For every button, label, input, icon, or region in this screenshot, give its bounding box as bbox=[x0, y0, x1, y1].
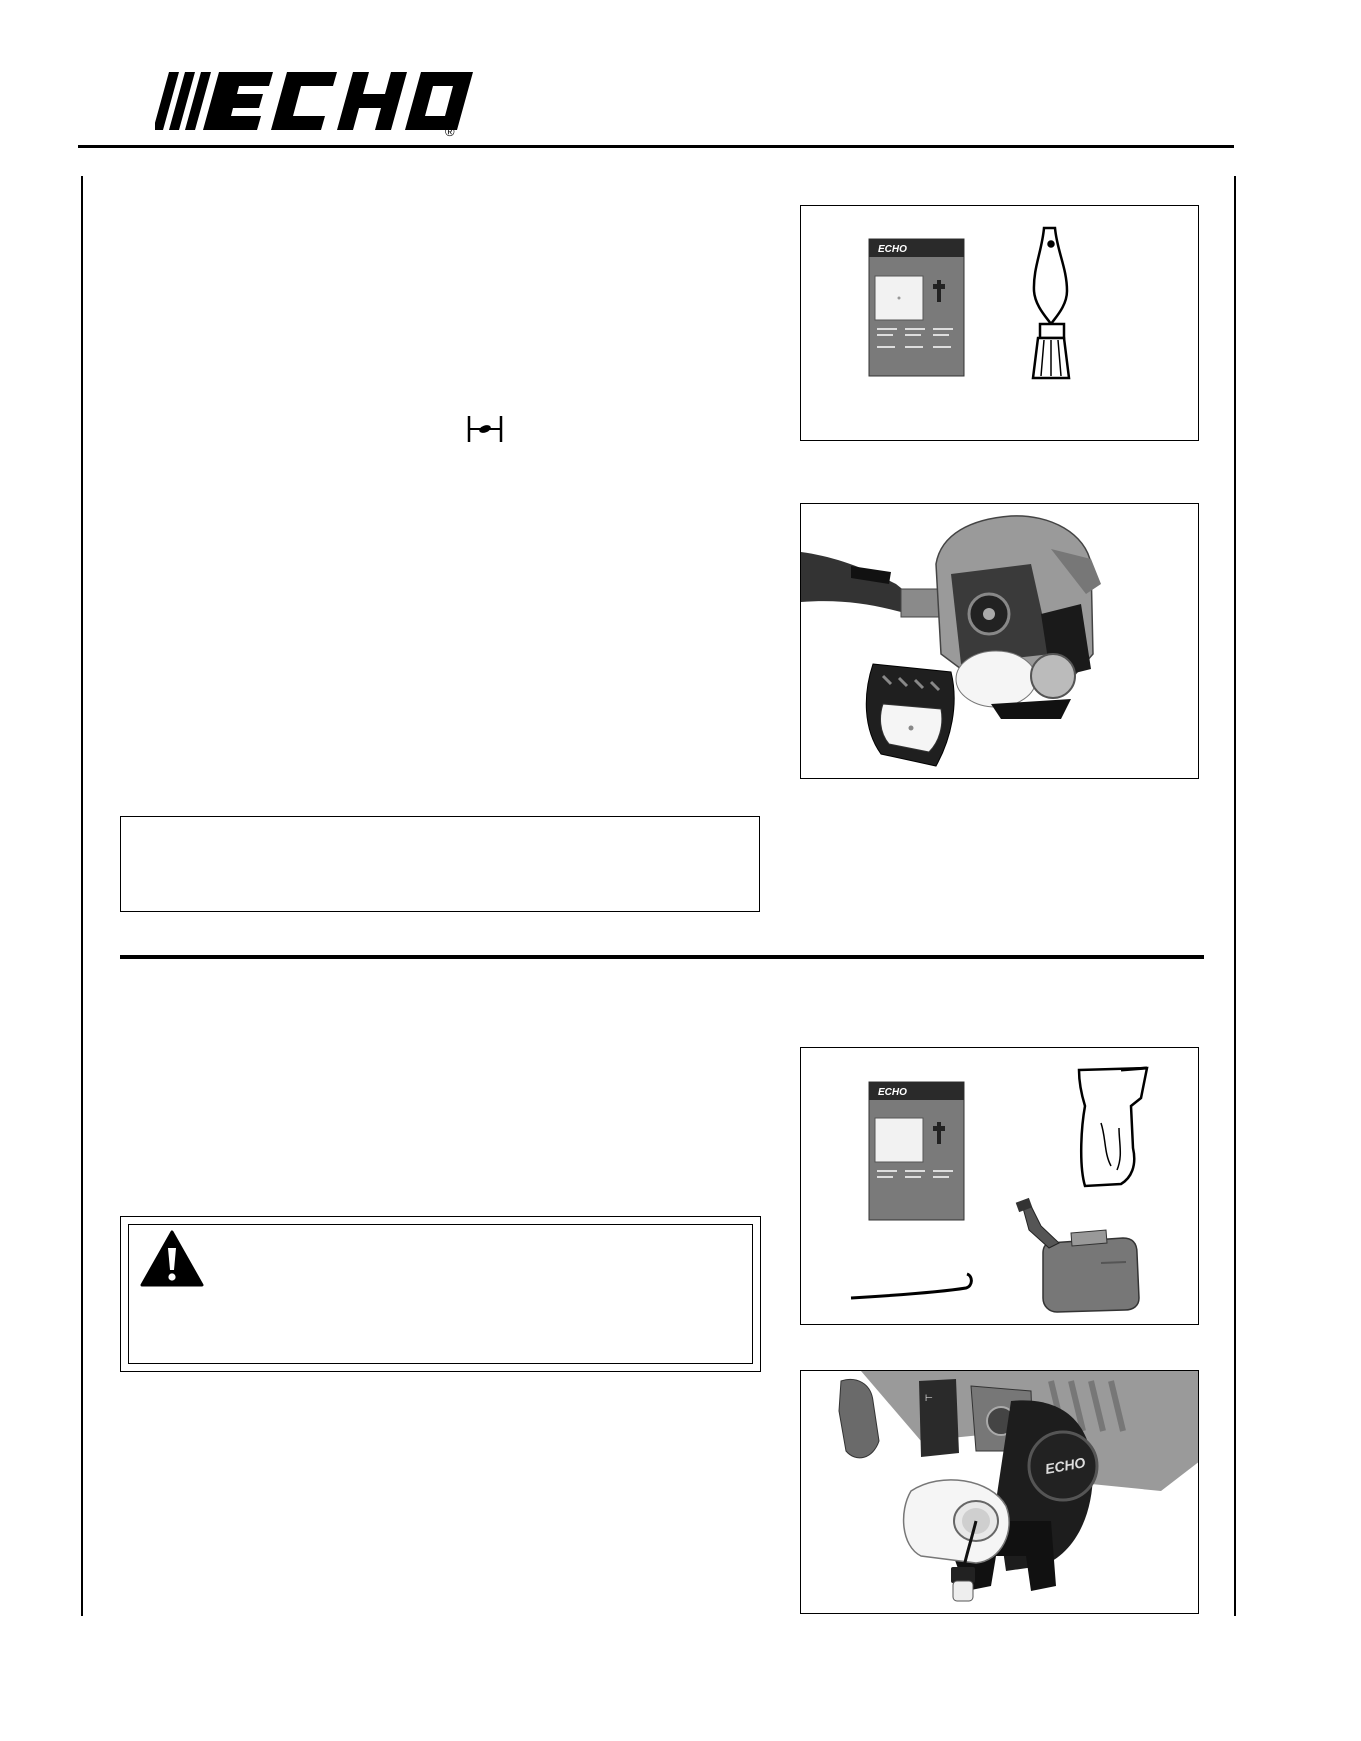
filter-package-icon bbox=[869, 1082, 964, 1220]
figure-air-filter-removed bbox=[800, 503, 1199, 779]
figure-fuel-filter-kit bbox=[800, 1047, 1199, 1325]
echo-logo bbox=[155, 70, 475, 138]
svg-text:®: ® bbox=[445, 124, 455, 138]
left-margin-rule bbox=[81, 176, 83, 1616]
brush-icon bbox=[1033, 228, 1069, 378]
note-box bbox=[120, 816, 760, 912]
air-filter-cover-icon bbox=[866, 664, 954, 766]
fuel-can-icon bbox=[1016, 1198, 1139, 1312]
warning-box-inner bbox=[128, 1224, 753, 1364]
warning-triangle-icon bbox=[140, 1230, 204, 1288]
svg-text:ECHO: ECHO bbox=[1043, 1454, 1087, 1478]
right-margin-rule bbox=[1234, 176, 1236, 1616]
wire-hook-icon bbox=[851, 1274, 971, 1298]
warning-box bbox=[120, 1216, 761, 1372]
svg-text:ECHO: ECHO bbox=[878, 1087, 907, 1098]
choke-symbol-icon bbox=[466, 414, 504, 444]
rag-icon bbox=[1079, 1068, 1147, 1186]
figure-fuel-filter-in-tank bbox=[800, 1370, 1199, 1614]
air-filter-package-icon bbox=[869, 239, 964, 376]
section-divider-rule bbox=[120, 955, 1204, 959]
engine-housing-icon bbox=[839, 1371, 1199, 1591]
svg-text:⊢: ⊢ bbox=[925, 1393, 933, 1403]
svg-text:ECHO: ECHO bbox=[878, 244, 907, 255]
fuel-tank-icon bbox=[904, 1480, 1010, 1563]
header-rule bbox=[78, 145, 1234, 148]
figure-air-filter-kit bbox=[800, 205, 1199, 441]
